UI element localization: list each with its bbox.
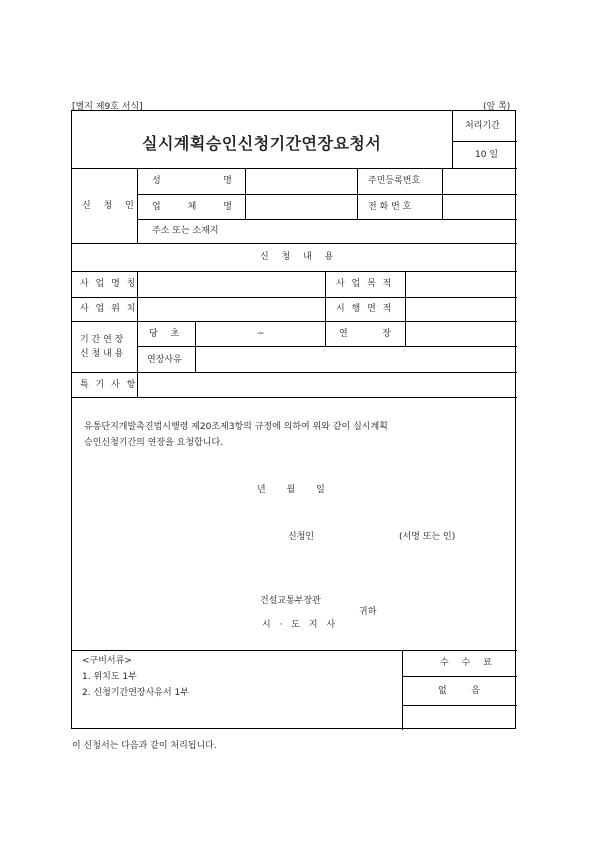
recipient-honorific: 귀하: [359, 607, 377, 617]
application-form: [71, 110, 516, 729]
phone-label: 전 화 번 호: [368, 202, 412, 212]
applicant-signature-label: 신청인: [288, 532, 315, 542]
project-purpose-label: 사 업 목 적: [336, 279, 394, 289]
required-document-2: 2. 신청기간연장사유서 1부: [82, 688, 189, 698]
processing-period-value: 10 일: [475, 150, 499, 160]
extension-reason-label: 연장사유: [147, 355, 182, 365]
page-side: (앞 쪽): [483, 102, 511, 112]
project-name-label: 사 업 명 칭: [80, 279, 138, 289]
original-period-label: 당 초: [149, 329, 185, 339]
fee-label: 수 수 료: [440, 658, 497, 668]
form-number: [별지 제9호 서식]: [72, 102, 143, 112]
request-statement-line1: 유통단지개발촉진법시행령 제20조제3항의 규정에 의하여 위와 같이 실시계획: [84, 422, 388, 432]
extension-label-line2: 신 청 내 용: [80, 349, 124, 359]
footer-note: 이 신청서는 다음과 같이 처리됩니다.: [72, 741, 217, 751]
date-line: 년 월 일: [257, 485, 325, 495]
form-title: 실시계획승인신청기간연장요청서: [142, 134, 382, 153]
applicant-section-label: 신 청 인: [82, 201, 139, 211]
required-document-1: 1. 위치도 1부: [82, 672, 137, 682]
name-label: 성 명: [152, 176, 232, 186]
fee-value: 없 음: [438, 686, 480, 696]
special-notes-label: 특 기 사 항: [80, 380, 138, 390]
request-statement-line2: 승인신청기간의 연장을 요청합니다.: [84, 438, 223, 448]
resident-id-label: 주민등록번호: [368, 176, 421, 186]
request-section-label: 신 청 내 용: [260, 252, 339, 262]
signature-note: (서명 또는 인): [399, 532, 456, 542]
area-label: 시 행 면 적: [336, 304, 394, 314]
project-location-label: 사 업 위 치: [80, 304, 138, 314]
recipient-governor: 시 · 도 지 사: [262, 620, 339, 630]
extended-period-label: 연 장: [339, 329, 391, 339]
period-tilde: ~: [257, 329, 265, 339]
required-documents-header: <구비서류>: [82, 656, 132, 666]
processing-period-label: 처리기간: [465, 121, 500, 131]
company-label: 업 체 명: [152, 202, 232, 212]
recipient-minister: 건설교통부장관: [260, 596, 321, 606]
extension-label-line1: 기 간 연 장: [80, 335, 124, 345]
address-label: 주소 또는 소재지: [152, 226, 219, 236]
